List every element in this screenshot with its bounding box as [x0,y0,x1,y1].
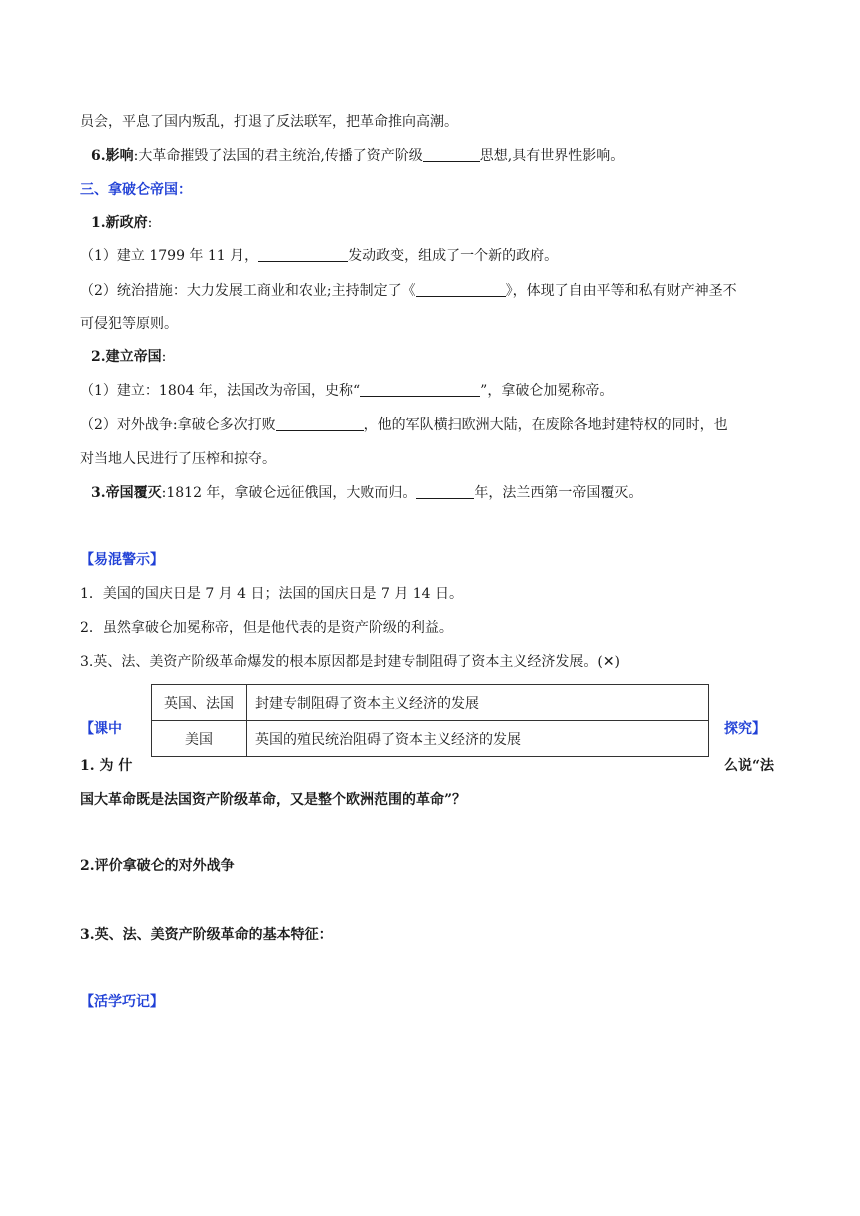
table-cell-reason: 英国的殖民统治阻碍了资本主义经济的发展 [247,721,709,757]
fall-text-before: :1812 年，拿破仑远征俄国，大败而归。 [161,485,417,501]
warning-item-1: 1．美国的国庆日是 7 月 4 日；法国的国庆日是 7 月 14 日。 [80,586,464,602]
table-row [152,721,709,757]
intro-line: 员会，平息了国内叛乱，打退了反法联军，把革命推向高潮。 [80,114,458,130]
fill-blank[interactable] [423,146,480,162]
new-gov-p2 [80,281,737,301]
empire-heading-colon: : [161,349,167,365]
fill-blank[interactable] [416,483,474,499]
comparison-table [151,684,709,757]
empire-p1-after: ”，拿破仑加冕称帝。 [480,383,614,399]
question-1-left: 1. 为 什 [80,758,133,774]
new-gov-p2-before: （2）统治措施：大力发展工商业和农业;主持制定了《 [80,283,416,299]
warning-title: 【易混警示】 [80,552,164,568]
memo-title: 【活学巧记】 [80,994,164,1010]
new-gov-p2-cont: 可侵犯等原则。 [80,316,178,332]
item-6-influence [91,146,624,166]
fill-blank[interactable] [276,415,364,431]
question-3: 3.英、法、美资产阶级革命的基本特征： [80,927,333,943]
empire-p2-after: ，他的军队横扫欧洲大陆，在废除各地封建特权的同时，也 [363,417,728,433]
empire-p2-cont: 对当地人民进行了压榨和掠夺。 [80,451,276,467]
new-gov-p1 [80,246,558,266]
empire-p2-before: （2）对外战争:拿破仑多次打败 [80,417,276,433]
table-cell-reason: 封建专制阻碍了资本主义经济的发展 [247,685,709,721]
fall-line [91,483,642,503]
item-6-label: 6.影响 [91,148,134,164]
empire-heading-label: 2.建立帝国 [91,349,162,365]
fall-text-after: 年，法兰西第一帝国覆灭。 [474,485,643,501]
new-gov-heading-label: 1.新政府 [91,215,148,231]
explore-title-right: 探究】 [724,721,766,737]
table-row [152,685,709,721]
table-cell-country: 美国 [152,721,247,757]
section-3-title: 三、拿破仑帝国： [80,182,192,198]
new-gov-heading-colon: : [147,215,153,231]
question-1-cont: 国大革命既是法国资产阶级革命，又是整个欧洲范围的革命”？ [80,792,467,808]
question-2: 2.评价拿破仑的对外战争 [80,858,235,874]
new-gov-heading [91,213,152,233]
fill-blank[interactable] [258,246,348,262]
explore-title-left: 【课中 [80,721,122,737]
table-cell-country: 英国、法国 [152,685,247,721]
fill-blank[interactable] [360,381,480,397]
fall-heading: 3.帝国覆灭 [91,485,162,501]
question-1-right: 么说“法 [724,758,775,774]
empire-p1-before: （1）建立：1804 年，法国改为帝国，史称“ [80,383,361,399]
item-6-text-before: :大革命摧毁了法国的君主统治,传播了资产阶级 [133,148,423,164]
empire-p1 [80,381,613,401]
empire-heading [91,347,166,367]
warning-item-3: 3.英、法、美资产阶级革命爆发的根本原因都是封建专制阻碍了资本主义经济发展。(✕) [80,654,621,670]
fill-blank[interactable] [416,281,506,297]
new-gov-p1-before: （1）建立 1799 年 11 月， [80,248,259,264]
warning-item-2: 2．虽然拿破仑加冕称帝，但是他代表的是资产阶级的利益。 [80,620,453,636]
new-gov-p1-after: 发动政变，组成了一个新的政府。 [348,248,559,264]
new-gov-p2-after: 》，体现了自由平等和私有财产神圣不 [505,283,737,299]
item-6-text-after: 思想,具有世界性影响。 [479,148,625,164]
empire-p2 [80,415,728,435]
